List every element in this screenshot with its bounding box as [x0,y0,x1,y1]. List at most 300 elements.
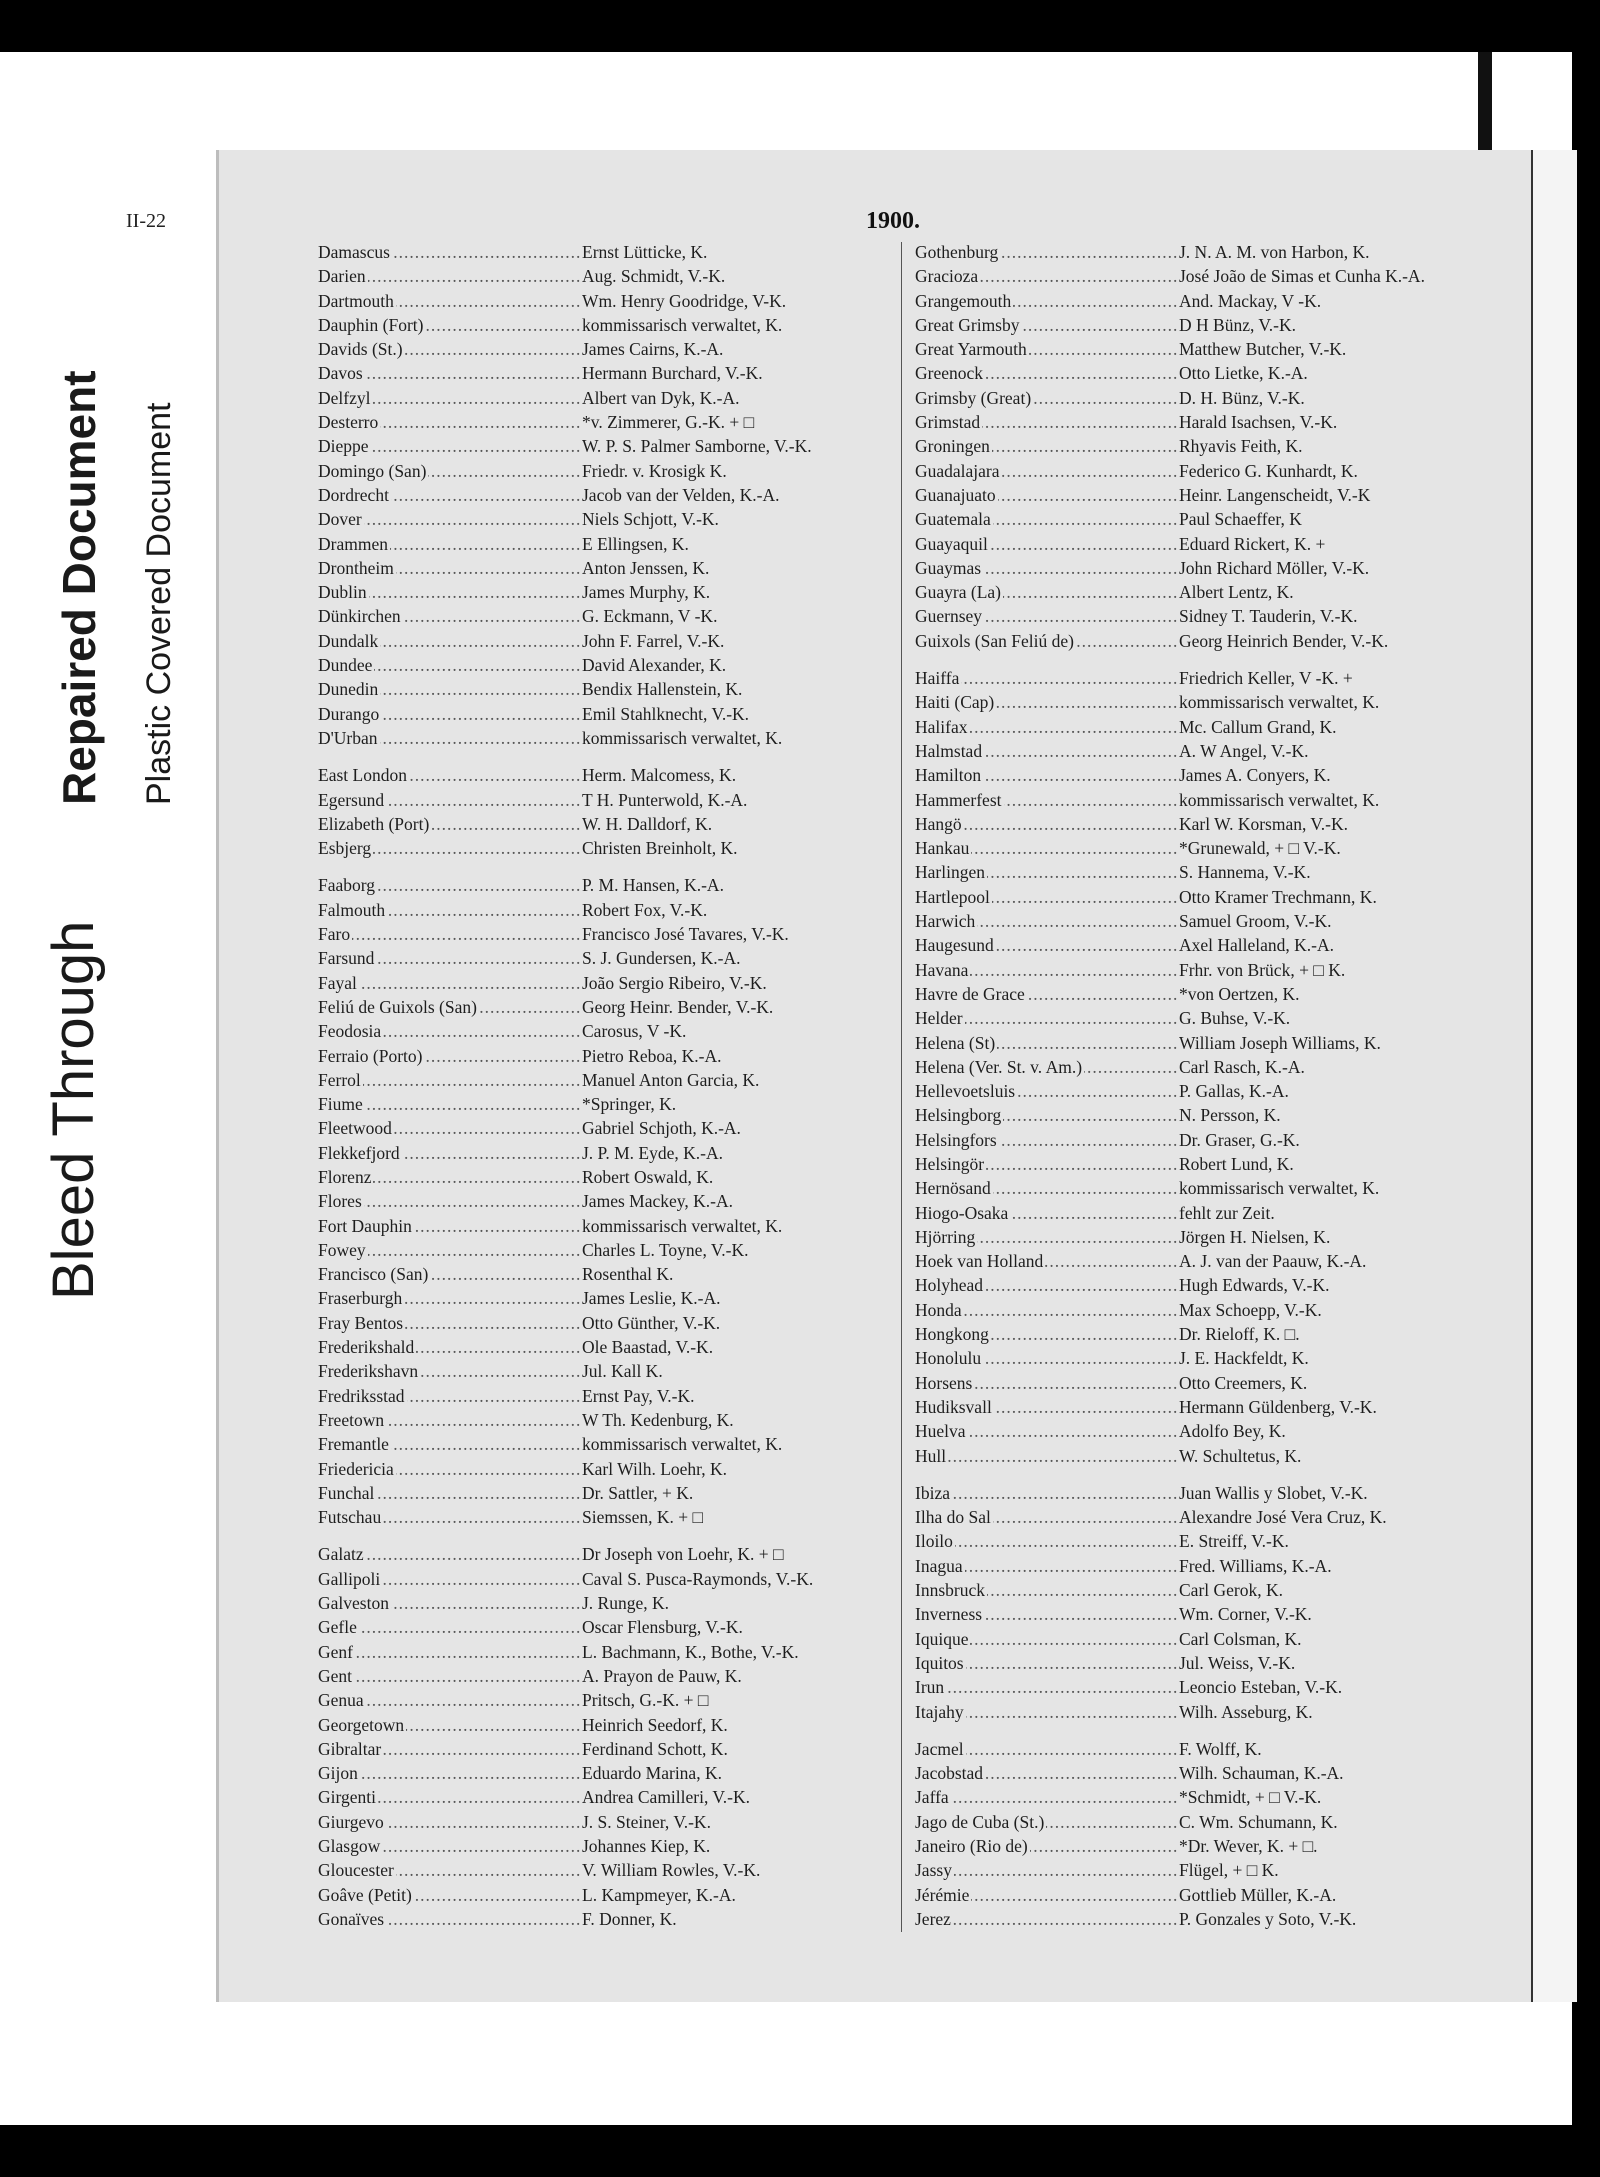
consulate-entry [318,1481,918,1505]
place-name: Jerez [915,1908,951,1929]
consul-name: Gottlieb Müller, K.-A. [1179,1884,1337,1905]
place-cell [318,971,582,995]
place-cell [915,289,1179,313]
consul-name: P. Gallas, K.-A. [1179,1081,1289,1102]
consul-name: F. Donner, K. [582,1908,677,1929]
place-cell [318,1664,582,1688]
consulate-entry [915,690,1515,714]
consulate-entry [915,507,1515,531]
place-name: Dauphin (Fort) [318,314,424,335]
place-name: Harlingen [915,862,985,883]
place-cell [915,604,1179,628]
place-cell [318,1567,582,1591]
place-name: Guayra (La) [915,582,1001,603]
consulate-entry [318,1311,918,1335]
place-cell [915,860,1179,884]
place-cell [318,289,582,313]
consul-name: Pritsch, G.-K. + □ [582,1690,709,1711]
consulate-entry [915,629,1515,653]
place-name: Dünkirchen [318,606,401,627]
place-name: Jago de Cuba (St.) [915,1811,1045,1832]
section-gap [915,1724,1515,1737]
place-name: Jacobstad [915,1763,984,1784]
consul-name: Manuel Anton Garcia, K. [582,1069,760,1090]
place-cell [915,763,1179,787]
consul-name: P. Gonzales y Soto, V.-K. [1179,1908,1357,1929]
place-cell [318,1785,582,1809]
consul-name: Heinr. Langenscheidt, V.-K [1179,484,1371,505]
consul-name: Francisco José Tavares, V.-K. [582,924,789,945]
place-name: Guayaquil [915,533,988,554]
place-cell [915,1346,1179,1370]
place-name: Guatemala [915,509,991,530]
consul-name: Adolfo Bey, K. [1179,1421,1286,1442]
consulate-entry [915,715,1515,739]
consul-name: Eduard Rickert, K. + [1179,533,1326,554]
place-cell [915,1176,1179,1200]
consulate-entry [915,1444,1515,1468]
consul-name: Frhr. von Brück, + □ K. [1179,959,1346,980]
consul-name: kommissarisch verwaltet, K. [582,1434,783,1455]
place-name: Galatz [318,1544,364,1565]
place-name: Gothenburg [915,242,999,262]
place-cell [318,1311,582,1335]
consulate-entry [915,1627,1515,1651]
place-cell [318,1761,582,1785]
consul-name: D. H. Bünz, V.-K. [1179,387,1305,408]
consulate-entry [318,580,918,604]
place-cell [915,1395,1179,1419]
place-name: Greenock [915,363,984,384]
consulate-entry [318,1262,918,1286]
consul-name: Juan Wallis y Slobet, V.-K. [1179,1482,1368,1503]
consul-name: John Richard Möller, V.-K. [1179,557,1370,578]
place-name: Fowey [318,1239,366,1260]
place-cell [318,1688,582,1712]
consul-name: Georg Heinrich Bender, V.-K. [1179,630,1389,651]
consul-name: James Murphy, K. [582,582,711,603]
consulate-entry [318,677,918,701]
consulate-entry [318,1335,918,1359]
consul-name: Dr. Rieloff, K. □. [1179,1324,1300,1345]
place-cell [318,1481,582,1505]
place-name: Hernösand [915,1178,991,1199]
consulate-entry [915,1055,1515,1079]
place-name: Dundee [318,655,373,676]
place-name: Girgenti [318,1787,377,1808]
place-name: Guanajuato [915,484,996,505]
consulate-entry [915,1152,1515,1176]
consulate-entry [318,264,918,288]
page-number: II-22 [126,210,166,232]
place-cell [318,1640,582,1664]
place-name: Hull [915,1445,947,1466]
consul-name: E. Streiff, V.-K. [1179,1531,1289,1552]
consulate-entry [915,1700,1515,1724]
place-name: Grangemouth [915,290,1012,311]
place-name: Ilha do Sal [915,1507,991,1528]
consul-name: kommissarisch verwaltet, K. [1179,789,1380,810]
consulate-entry [915,1578,1515,1602]
consul-name: Samuel Groom, V.-K. [1179,911,1332,932]
place-cell [318,1116,582,1140]
consulate-entry [318,726,918,750]
place-cell [318,702,582,726]
place-cell [915,1079,1179,1103]
consulate-entry [318,459,918,483]
place-name: Hoek van Holland [915,1251,1044,1272]
place-name: Dieppe [318,436,369,457]
place-name: Gent [318,1665,353,1686]
place-cell [915,788,1179,812]
place-cell [915,1419,1179,1443]
consul-name: Otto Creemers, K. [1179,1372,1308,1393]
consulate-entry [915,1529,1515,1553]
place-cell [318,1457,582,1481]
consul-name: John F. Farrel, V.-K. [582,630,725,651]
right-column [915,240,1515,1931]
consulate-entry [915,532,1515,556]
consul-name: Johannes Kiep, K. [582,1836,711,1856]
place-cell [915,1249,1179,1273]
place-cell [318,1542,582,1566]
consulate-entry [318,313,918,337]
consulate-entry [915,1810,1515,1834]
consul-name: And. Mackay, V -K. [1179,290,1322,311]
consul-name: Hugh Edwards, V.-K. [1179,1275,1330,1296]
consul-name: Wilh. Schauman, K.-A. [1179,1763,1344,1784]
place-cell [915,313,1179,337]
place-name: Galveston [318,1593,389,1614]
consul-name: Otto Günther, V.-K. [582,1312,721,1333]
place-name: Huelva [915,1421,966,1442]
place-name: Fayal [318,972,357,993]
section-gap [318,750,918,763]
place-name: Delfzyl [318,387,371,408]
consulate-entry [318,1068,918,1092]
place-cell [915,410,1179,434]
consulate-entry [318,788,918,812]
place-name: Davids (St.) [318,339,403,360]
consulate-entry [318,604,918,628]
consulate-entry [915,1249,1515,1273]
consul-name: Otto Kramer Trechmann, K. [1179,886,1377,907]
place-cell [318,1384,582,1408]
consul-name: *von Oertzen, K. [1179,983,1300,1004]
consul-name: Albert van Dyk, K.-A. [582,387,740,408]
consulate-entry [318,1907,918,1931]
consul-name: G. Buhse, V.-K. [1179,1008,1291,1029]
place-cell [915,1152,1179,1176]
consul-name: N. Persson, K. [1179,1105,1281,1126]
place-cell [318,1068,582,1092]
place-cell [318,507,582,531]
scan-border-bottom [0,2125,1600,2177]
consul-name: Pietro Reboa, K.-A. [582,1045,722,1066]
place-name: Falmouth [318,899,386,920]
consul-name: Gabriel Schjoth, K.-A. [582,1118,741,1139]
place-cell [915,982,1179,1006]
consulate-entry [318,1214,918,1238]
consulate-entry [915,1298,1515,1322]
consul-name: Ole Baastad, V.-K. [582,1337,714,1358]
consulate-entry [915,1785,1515,1809]
consul-name: Dr. Sattler, + K. [582,1482,694,1503]
consulate-entry [915,1201,1515,1225]
place-cell [915,483,1179,507]
place-name: Haiffa [915,668,960,689]
place-name: Gallipoli [318,1568,381,1589]
consulate-entry [318,1457,918,1481]
consul-name: Niels Schjott, V.-K. [582,509,719,530]
consulate-entry [915,1395,1515,1419]
consul-name: Robert Oswald, K. [582,1166,714,1187]
consulate-entry [915,1103,1515,1127]
consulate-entry [915,1371,1515,1395]
consul-name: Siemssen, K. + □ [582,1507,704,1528]
place-cell [915,1651,1179,1675]
place-cell [915,1298,1179,1322]
place-name: Hartlepool [915,886,990,907]
consul-name: kommissarisch verwaltet, K. [1179,692,1380,713]
place-cell [318,1505,582,1529]
place-cell [318,788,582,812]
place-cell [318,386,582,410]
place-cell [318,1262,582,1286]
consul-name: Alexandre José Vera Cruz, K. [1179,1507,1387,1528]
place-cell [915,580,1179,604]
place-name: Fleetwood [318,1118,392,1139]
place-cell [915,507,1179,531]
place-name: Glasgow [318,1836,381,1856]
place-name: Halifax [915,716,968,737]
consul-name: C. Wm. Schumann, K. [1179,1811,1338,1832]
consulate-entry [318,1286,918,1310]
consul-name: Rosenthal K. [582,1264,674,1285]
place-name: Jérémie [915,1884,970,1905]
consulate-entry [915,1761,1515,1785]
consul-name: Herm. Malcomess, K. [582,765,737,786]
consulate-entry [915,459,1515,483]
consulate-entry [318,1432,918,1456]
place-name: Groningen [915,436,990,457]
consul-name: Bendix Hallenstein, K. [582,679,743,700]
place-cell [915,1322,1179,1346]
place-cell [915,1481,1179,1505]
consulate-entry [318,1713,918,1737]
consulate-entry [915,1505,1515,1529]
book-spine-edge [1478,52,1492,152]
consul-name: L. Bachmann, K., Bothe, V.-K. [582,1641,799,1662]
consulate-entry [318,434,918,458]
consul-name: J. S. Steiner, V.-K. [582,1811,711,1832]
consulate-entry [915,933,1515,957]
place-cell [318,1615,582,1639]
place-cell [318,532,582,556]
place-cell [318,629,582,653]
consulate-entry [318,629,918,653]
consul-name: Friedrich Keller, V -K. + [1179,668,1353,689]
consul-name: Eduardo Marina, K. [582,1763,722,1784]
place-cell [915,715,1179,739]
place-cell [915,1858,1179,1882]
consul-name: William Joseph Williams, K. [1179,1032,1381,1053]
consul-name: Carl Gerok, K. [1179,1580,1284,1601]
place-cell [318,1737,582,1761]
place-cell [915,1273,1179,1297]
place-name: Halmstad [915,740,983,761]
consul-name: J. N. A. M. von Harbon, K. [1179,242,1370,262]
place-name: Gonaïves [318,1908,385,1929]
place-name: Ferraio (Porto) [318,1045,423,1066]
place-name: Egersund [318,789,385,810]
place-name: Flores [318,1191,362,1212]
consulate-entry [318,1384,918,1408]
consul-name: *Springer, K. [582,1094,677,1115]
place-cell [318,995,582,1019]
consulate-entry [915,885,1515,909]
consul-name: Axel Halleland, K.-A. [1179,935,1335,956]
consulate-entry [915,1602,1515,1626]
consulate-entry [318,289,918,313]
place-name: Ibiza [915,1482,950,1503]
place-name: Dordrecht [318,484,389,505]
place-name: Hangö [915,813,962,834]
place-name: Grimsby (Great) [915,387,1032,408]
consulate-entry [915,434,1515,458]
left-column [318,240,918,1931]
consul-name: kommissarisch verwaltet, K. [1179,1178,1380,1199]
consulate-entry [318,995,918,1019]
place-name: Hellevoetsluis [915,1081,1016,1102]
consulate-entry [915,836,1515,860]
consulate-entry [915,739,1515,763]
place-name: Gloucester [318,1860,394,1881]
place-name: Georgetown [318,1714,405,1735]
place-cell [318,1214,582,1238]
consul-name: Friedr. v. Krosigk K. [582,460,727,481]
consulate-entry [318,556,918,580]
consul-name: Ernst Lütticke, K. [582,242,708,262]
place-name: Drammen [318,533,388,554]
place-cell [318,410,582,434]
place-name: Davos [318,363,363,384]
place-cell [915,459,1179,483]
place-name: Havana [915,959,969,980]
consulate-entry [318,483,918,507]
page-year-heading: 1900. [866,208,920,234]
consul-name: E Ellingsen, K. [582,533,689,554]
place-cell [915,1737,1179,1761]
place-name: Frederikshavn [318,1361,419,1382]
place-name: Gracioza [915,266,979,287]
place-cell [915,1810,1179,1834]
place-name: Helsingborg [915,1105,1002,1126]
consulate-entry [915,1834,1515,1858]
place-name: Damascus [318,242,390,262]
place-cell [318,922,582,946]
consul-name: fehlt zur Zeit. [1179,1202,1275,1223]
consul-name: Max Schoepp, V.-K. [1179,1299,1322,1320]
consul-name: V. William Rowles, V.-K. [582,1860,761,1881]
place-name: Havre de Grace [915,983,1025,1004]
place-cell [318,898,582,922]
consul-name: Ernst Pay, V.-K. [582,1385,695,1406]
consulate-entry [915,1322,1515,1346]
stamp-plastic-covered: Plastic Covered Document [140,402,178,805]
place-name: Fraserburgh [318,1288,403,1309]
consulate-entry [915,240,1515,264]
place-cell [915,1785,1179,1809]
place-cell [915,885,1179,909]
consul-name: Dr. Graser, G.-K. [1179,1129,1300,1150]
place-name: Itajahy [915,1701,964,1722]
place-cell [915,1761,1179,1785]
section-gap [318,1529,918,1542]
consulate-entry [915,788,1515,812]
place-cell [915,1371,1179,1395]
place-name: Hudiksvall [915,1396,992,1417]
consul-name: James Leslie, K.-A. [582,1288,721,1309]
place-cell [318,1432,582,1456]
consulate-entry [318,1044,918,1068]
place-name: Gefle [318,1617,357,1638]
consulate-entry [915,1481,1515,1505]
place-name: Desterro [318,412,379,433]
consulate-entry [318,1688,918,1712]
place-name: Iloilo [915,1531,953,1552]
place-cell [915,1006,1179,1030]
place-cell [318,604,582,628]
place-name: Inagua [915,1555,963,1576]
place-cell [318,1408,582,1432]
consul-name: kommissarisch verwaltet, K. [582,727,783,748]
place-cell [915,240,1179,264]
place-cell [915,836,1179,860]
place-cell [318,459,582,483]
consulate-entry [318,1810,918,1834]
consulate-entry [318,1408,918,1432]
place-name: Inverness [915,1604,983,1625]
consul-name: Otto Lietke, K.-A. [1179,363,1308,384]
place-cell [915,361,1179,385]
consulate-entry [318,1165,918,1189]
consul-name: F. Wolff, K. [1179,1738,1262,1759]
place-name: Hamilton [915,765,982,786]
place-name: Feliú de Guixols (San) [318,996,477,1017]
consul-name: Dr Joseph von Loehr, K. + □ [582,1544,784,1565]
place-cell [318,556,582,580]
place-name: Jaffa [915,1787,949,1808]
consul-name: Wm. Corner, V.-K. [1179,1604,1312,1625]
consulate-entry [915,860,1515,884]
consulate-entry [318,1189,918,1213]
place-cell [318,1591,582,1615]
consulate-entry [915,289,1515,313]
consul-name: *v. Zimmerer, G.-K. + □ [582,412,755,433]
place-cell [318,726,582,750]
place-name: Darien [318,266,366,287]
place-name: Genua [318,1690,364,1711]
place-name: Helsingfors [915,1129,997,1150]
consulate-entry [915,1346,1515,1370]
place-name: Dover [318,509,362,530]
place-cell [318,337,582,361]
place-cell [915,1529,1179,1553]
place-cell [915,812,1179,836]
place-name: Dunedin [318,679,379,700]
place-name: Frederikshald [318,1337,415,1358]
